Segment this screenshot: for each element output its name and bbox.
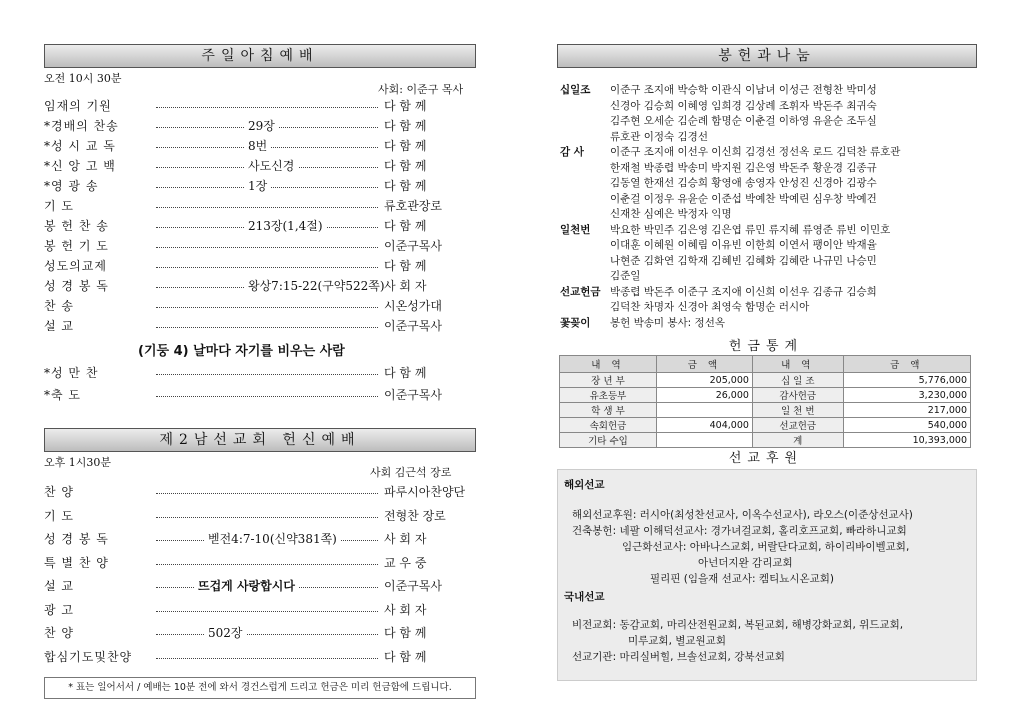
item-label: 특 별 찬 양: [44, 555, 109, 570]
item-leader: 시온성가대: [384, 297, 476, 314]
item-leader: 사 회 자: [384, 601, 476, 618]
service-item: [44, 277, 476, 293]
leader-dots: [156, 564, 378, 565]
donor-names: 신경아 김승희 이혜영 임희경 김상례 조휘자 박돈주 최귀숙: [610, 99, 877, 112]
item-label: 찬 양: [44, 626, 74, 640]
donor-line: [560, 145, 980, 161]
item-detail: 벧전4:7-10(신약381쪽): [204, 530, 341, 547]
item-label: 기 도: [44, 199, 74, 213]
leader-dots: [156, 634, 378, 635]
donor-line: [560, 161, 980, 177]
donor-line: [560, 83, 980, 99]
offering-amount: 26,000: [656, 388, 752, 403]
service-item: [44, 97, 476, 113]
offering-category: 유초등부: [560, 388, 657, 403]
service-item: [44, 257, 476, 273]
indent: [560, 207, 610, 223]
donor-line: [560, 130, 980, 146]
indent: [560, 161, 610, 177]
donor-names: 봉헌 박송미 봉사: 정선옥: [610, 316, 725, 329]
offering-stats-title: 헌금통계: [728, 339, 804, 354]
donor-line: [560, 192, 980, 208]
mission-line: 미루교회, 별교원교회: [628, 635, 726, 647]
offering-category: 계: [752, 433, 843, 448]
leader-dots: [156, 517, 378, 518]
indent: [560, 176, 610, 192]
leader-dots: [156, 107, 378, 108]
mission-line: 해외선교후원: 러시아(최성찬선교사, 이옥수선교사), 라오스(이준상선교사): [572, 509, 913, 521]
item-leader: 다 함 께: [384, 257, 476, 274]
item-leader: 이준구목사: [384, 577, 476, 594]
service-item: [44, 217, 476, 233]
offering-category: 십 일 조: [752, 373, 843, 388]
offering-category: 감사헌금: [752, 388, 843, 403]
offering-category: 학 생 부: [560, 403, 657, 418]
offering-amount: [656, 433, 752, 448]
donor-names: 김준일: [610, 270, 641, 282]
donor-line: [560, 269, 980, 285]
item-label: 찬 송: [44, 299, 74, 313]
service-item: [44, 601, 476, 617]
item-label: *성 시 교 독: [44, 139, 116, 153]
domestic-heading: 국내선교: [564, 591, 605, 603]
item-leader: 교 우 중: [384, 554, 476, 571]
donor-line: [560, 254, 980, 270]
offering-amount: 205,000: [656, 373, 752, 388]
item-leader: 다 함 께: [384, 648, 476, 665]
indent: [560, 99, 610, 115]
donor-category: 감 사: [560, 146, 584, 158]
morning-service-header: 주일아침예배: [44, 44, 476, 68]
donor-names: 류호관 이정숙 김경선: [610, 130, 708, 143]
service-item: [44, 364, 476, 380]
donor-line: [560, 285, 980, 301]
item-leader: 다 함 께: [384, 177, 476, 194]
evening-presider: 사회 김근석 장로: [370, 466, 452, 479]
mission-line: 아넌더지완 감리교회: [698, 557, 793, 569]
donor-names: 신재찬 심예은 박정자 익명: [610, 208, 732, 220]
service-item: [44, 157, 476, 173]
donor-category: 일천번: [560, 223, 591, 236]
indent: [560, 254, 610, 270]
item-leader: 이준구목사: [384, 317, 476, 334]
donor-names: 김동열 한재선 김승희 황영애 송영자 안성진 신경아 김광수: [610, 177, 877, 189]
offering-category: 선교헌금: [752, 418, 843, 433]
mission-box: [557, 469, 977, 681]
donor-names: 이준구 조지애 박승학 이관식 이남녀 이성근 전형찬 박미성: [610, 84, 877, 96]
item-detail: 213장(1,4절): [244, 217, 327, 234]
offering-amount: 217,000: [843, 403, 970, 418]
item-label: 광 고: [44, 602, 74, 617]
item-leader: 파루시아찬양단: [384, 483, 476, 500]
donor-names: 이춘걸 이정우 유윤순 이준섭 박예찬 박예린 심우창 박예건: [610, 192, 877, 205]
indent: [560, 114, 610, 130]
donor-list: [560, 83, 980, 331]
item-detail: 29장: [244, 117, 279, 134]
table-row: [560, 433, 971, 448]
service-item: [44, 577, 476, 593]
footer-note: * 표는 일어서서 / 예배는 10분 전에 와서 경건스럽게 드리고 헌금은 미리 헌금함에 드립니다.: [44, 677, 476, 699]
leader-dots: [156, 307, 378, 308]
table-row: [560, 418, 971, 433]
item-detail: 사도신경: [244, 157, 298, 174]
item-leader: 사 회 자: [384, 277, 476, 294]
offering-header: 봉헌과나눔: [557, 44, 977, 68]
donor-names: 나현준 김화연 김학재 김혜빈 김혜화 김혜란 나규민 나승민: [610, 254, 877, 267]
overseas-heading: 해외선교: [564, 479, 605, 491]
item-label: 봉 헌 찬 송: [44, 219, 109, 233]
service-item: [44, 297, 476, 313]
service-item: [44, 137, 476, 153]
col-header: 내 역: [560, 356, 657, 373]
leader-dots: [156, 327, 378, 328]
donor-names: 박종렵 박돈주 이준구 조지애 이신희 이선우 김종규 김승희: [610, 285, 877, 298]
item-leader: 다 함 께: [384, 137, 476, 154]
indent: [560, 300, 610, 316]
leader-dots: [156, 396, 378, 397]
item-label: 기 도: [44, 508, 74, 523]
donor-line: [560, 207, 980, 223]
donor-names: 이준구 조지애 이선우 이신희 김경선 정선옥 로드 김덕찬 류호관: [610, 146, 901, 158]
donor-line: [560, 238, 980, 254]
service-item: [44, 177, 476, 193]
item-label: *경배의 찬송: [44, 119, 119, 133]
item-leader: 다 함 께: [384, 117, 476, 134]
item-label: *성 만 찬: [44, 366, 99, 380]
service-item: [44, 317, 476, 333]
item-detail: 502장: [204, 624, 247, 641]
item-detail: 8번: [244, 137, 271, 154]
item-leader: 사 회 자: [384, 530, 476, 547]
item-leader: 다 함 께: [384, 364, 476, 381]
item-label: *영 광 송: [44, 179, 99, 193]
donor-line: [560, 99, 980, 115]
sermon-title: (기둥 4) 날마다 자기를 비우는 사람: [138, 344, 345, 359]
service-item: [44, 483, 476, 499]
item-label: *축 도: [44, 388, 81, 402]
service-item: [44, 648, 476, 664]
offering-amount: [656, 403, 752, 418]
donor-category: 선교헌금: [560, 285, 601, 298]
donor-line: [560, 316, 980, 332]
service-item: [44, 624, 476, 640]
morning-presider: 사회: 이준구 목사: [378, 83, 464, 96]
offering-category: 기타 수입: [560, 433, 657, 448]
indent: [560, 269, 610, 285]
mission-line: 필리핀 (임을재 선교사: 켐티뇨시온교회): [650, 573, 835, 585]
item-label: *신 앙 고 백: [44, 159, 116, 173]
offering-category: 일 천 번: [752, 403, 843, 418]
donor-names: 한재철 박종렵 박송미 박지원 김은영 박돈주 황운경 김종규: [610, 161, 877, 174]
service-item: [44, 386, 476, 402]
offering-amount: 540,000: [843, 418, 970, 433]
mission-line: 임근화선교사: 아바나스교회, 버랄단다교회, 하이리바이벨교회,: [622, 541, 910, 553]
item-label: 합심기도및찬양: [44, 649, 133, 664]
offering-amount: 3,230,000: [843, 388, 970, 403]
col-header: 금 액: [656, 356, 752, 373]
item-detail: 왕상7:15-22(구약522쪽): [244, 277, 389, 294]
item-detail: 1장: [244, 177, 271, 194]
morning-time: 오전 10시 30분: [44, 72, 122, 85]
service-item: [44, 554, 476, 570]
item-leader: 전형찬 장로: [384, 507, 476, 524]
evening-time: 오후 1시30분: [44, 456, 111, 469]
item-leader: 다 함 께: [384, 624, 476, 641]
service-item: [44, 117, 476, 133]
mission-line: 비전교회: 동감교회, 마리산전원교회, 복된교회, 해병강화교회, 위드교회,: [572, 619, 904, 631]
item-label: 설 교: [44, 319, 74, 333]
item-label: 성도의교제: [44, 259, 107, 273]
indent: [560, 130, 610, 146]
offering-amount: 5,776,000: [843, 373, 970, 388]
donor-names: 김주현 오세순 김순례 함명순 이춘걸 이하영 유윤순 조두실: [610, 115, 877, 127]
donor-names: 박요한 박민주 김은영 김은엽 류민 류지혜 류영준 류빈 이민호: [610, 223, 891, 236]
mission-support-title: 선교후원: [728, 451, 804, 466]
donor-names: 김덕찬 차명자 신경아 최영숙 함명순 러시아: [610, 301, 810, 313]
table-row: [560, 373, 971, 388]
item-label: 설 교: [44, 579, 74, 593]
item-leader: 이준구목사: [384, 237, 476, 254]
offering-amount: 10,393,000: [843, 433, 970, 448]
service-item: [44, 530, 476, 546]
item-label: 성 경 봉 독: [44, 532, 109, 546]
donor-category: 꽃꽂이: [560, 316, 591, 329]
service-item: [44, 197, 476, 213]
offering-amount: 404,000: [656, 418, 752, 433]
item-detail: 뜨겁게 사랑합시다: [194, 577, 299, 594]
col-header: 금 액: [843, 356, 970, 373]
service-item: [44, 237, 476, 253]
table-row: [560, 388, 971, 403]
donor-names: 이대훈 이혜원 이혜림 이유빈 이한희 이연서 팽이안 박재율: [610, 239, 877, 251]
service-item: [44, 507, 476, 523]
item-leader: 다 함 께: [384, 217, 476, 234]
donor-line: [560, 300, 980, 316]
offering-category: 장 년 부: [560, 373, 657, 388]
donor-category: 십일조: [560, 84, 591, 96]
item-leader: 다 함 께: [384, 157, 476, 174]
offering-category: 속회헌금: [560, 418, 657, 433]
table-row: [560, 403, 971, 418]
item-label: 봉 헌 기 도: [44, 239, 109, 253]
evening-service-header: 제2남선교회 헌신예배: [44, 428, 476, 452]
leader-dots: [156, 611, 378, 612]
item-label: 찬 양: [44, 485, 74, 499]
mission-line: 선교기관: 마리실버힐, 브솔선교회, 강북선교회: [572, 651, 785, 663]
leader-dots: [156, 207, 378, 208]
leader-dots: [156, 267, 378, 268]
mission-line: 건축봉헌: 네팔 이해덕선교사: 경가녀걸교회, 홀리호프교회, 빠라하니교회: [572, 525, 907, 537]
indent: [560, 192, 610, 208]
item-leader: 류호관장로: [384, 197, 476, 214]
leader-dots: [156, 658, 378, 659]
leader-dots: [156, 374, 378, 375]
leader-dots: [156, 247, 378, 248]
donor-line: [560, 176, 980, 192]
item-label: 성 경 봉 독: [44, 279, 109, 293]
item-leader: 이준구목사: [384, 386, 476, 403]
item-label: 임재의 기원: [44, 99, 112, 113]
donor-line: [560, 223, 980, 239]
item-leader: 다 함 께: [384, 97, 476, 114]
col-header: 내 역: [752, 356, 843, 373]
donor-line: [560, 114, 980, 130]
indent: [560, 238, 610, 254]
leader-dots: [156, 493, 378, 494]
offering-table: [559, 355, 971, 448]
